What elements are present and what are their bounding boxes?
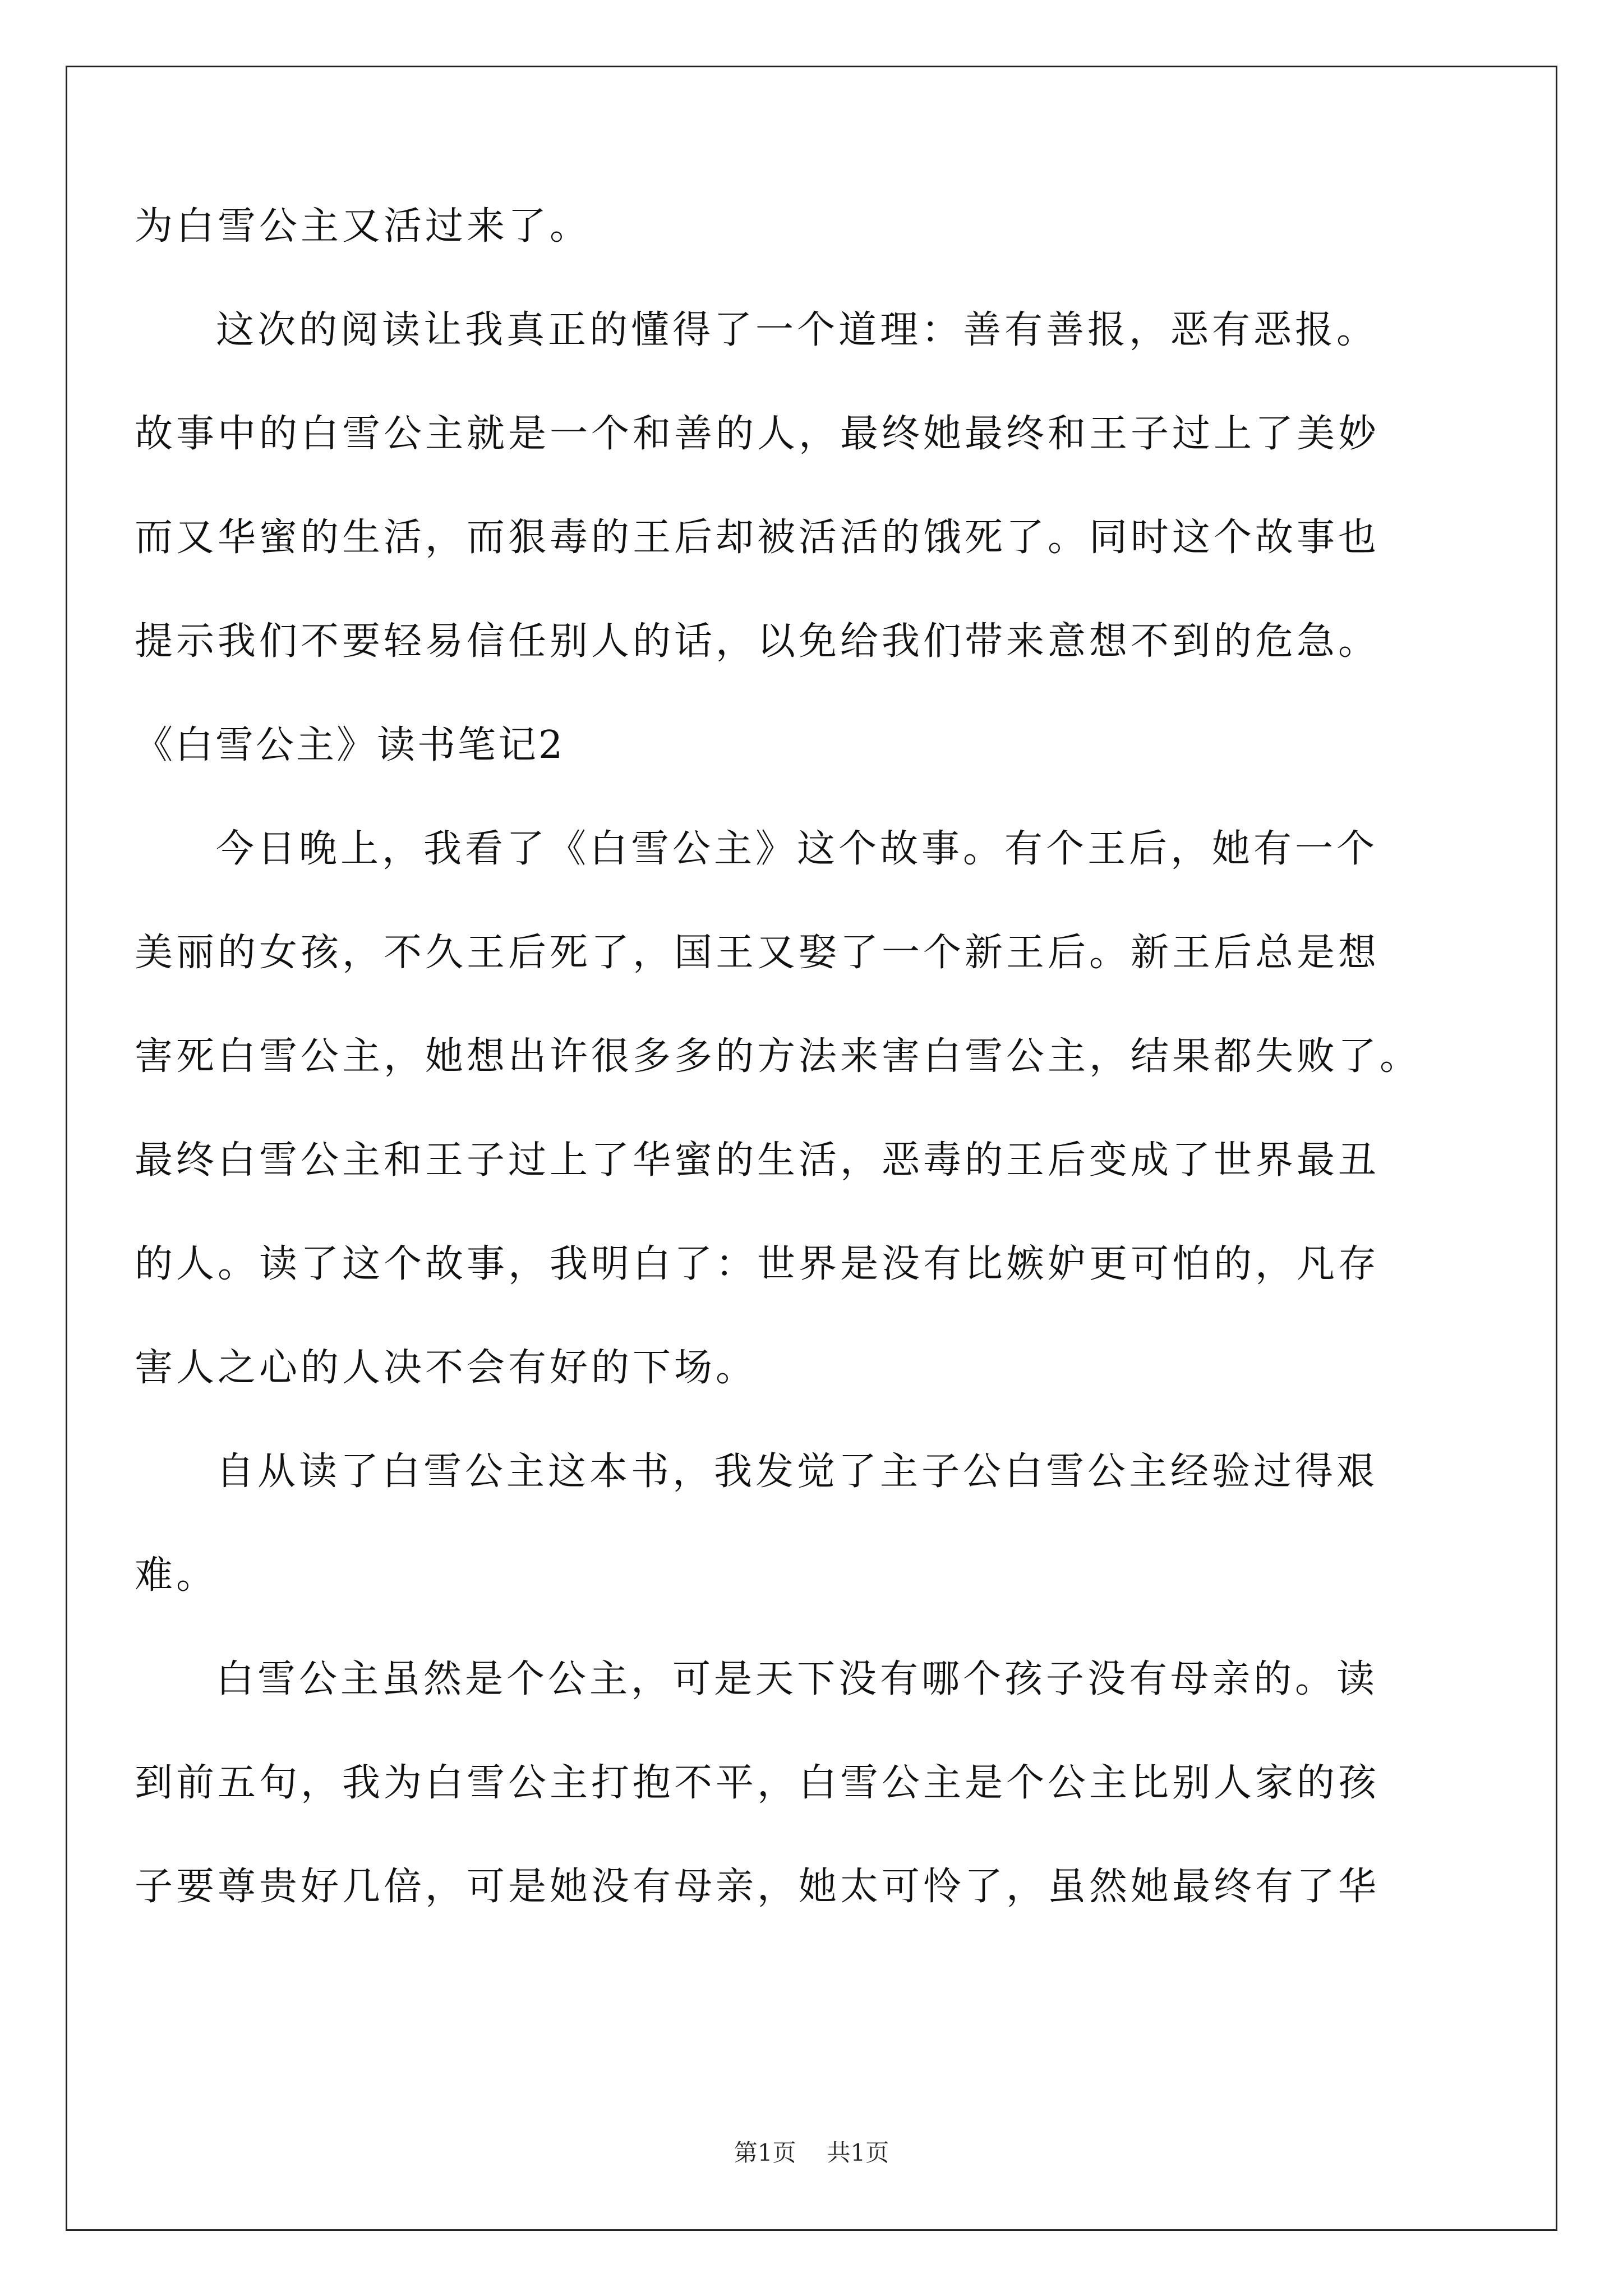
text-line: 提示我们不要轻易信任别人的话，以免给我们带来意想不到的危急。 (135, 619, 1380, 664)
text-line: 故事中的白雪公主就是一个和善的人，最终她最终和王子过上了美妙 (135, 412, 1380, 456)
text-line: 为白雪公主又活过来了。 (135, 204, 592, 249)
text-line: 子要尊贵好几倍，可是她没有母亲，她太可怜了，虽然她最终有了华 (135, 1865, 1380, 1909)
text-line: 难。 (135, 1553, 218, 1598)
paragraph-start-line: 白雪公主虽然是个公主，可是天下没有哪个孩子没有母亲的。读 (216, 1657, 1378, 1701)
paragraph-start-line: 今日晚上，我看了《白雪公主》这个故事。有个王后，她有一个 (216, 827, 1378, 871)
text-line: 的人。读了这个故事，我明白了：世界是没有比嫉妒更可怕的，凡存 (135, 1242, 1380, 1286)
page-footer (0, 2137, 1623, 2169)
section-heading: 《白雪公主》读书笔记2 (135, 723, 565, 767)
text-line: 到前五句，我为白雪公主打抱不平，白雪公主是个公主比别人家的孩 (135, 1761, 1380, 1805)
text-line: 最终白雪公主和王子过上了华蜜的生活，恶毒的王后变成了世界最丑 (135, 1138, 1380, 1182)
text-line: 而又华蜜的生活，而狠毒的王后却被活活的饿死了。同时这个故事也 (135, 516, 1380, 560)
page-number: 第1页 (734, 2139, 796, 2166)
text-line: 美丽的女孩，不久王后死了，国王又娶了一个新王后。新王后总是想 (135, 931, 1380, 975)
paragraph-start-line: 自从读了白雪公主这本书，我发觉了主子公白雪公主经验过得艰 (216, 1450, 1378, 1494)
paragraph-start-line: 这次的阅读让我真正的懂得了一个道理：善有善报，恶有恶报。 (216, 308, 1378, 352)
text-line: 害人之心的人决不会有好的下场。 (135, 1346, 758, 1390)
text-line: 害死白雪公主，她想出许很多多的方法来害白雪公主，结果都失败了。 (135, 1034, 1422, 1079)
page-total: 共1页 (827, 2139, 889, 2166)
